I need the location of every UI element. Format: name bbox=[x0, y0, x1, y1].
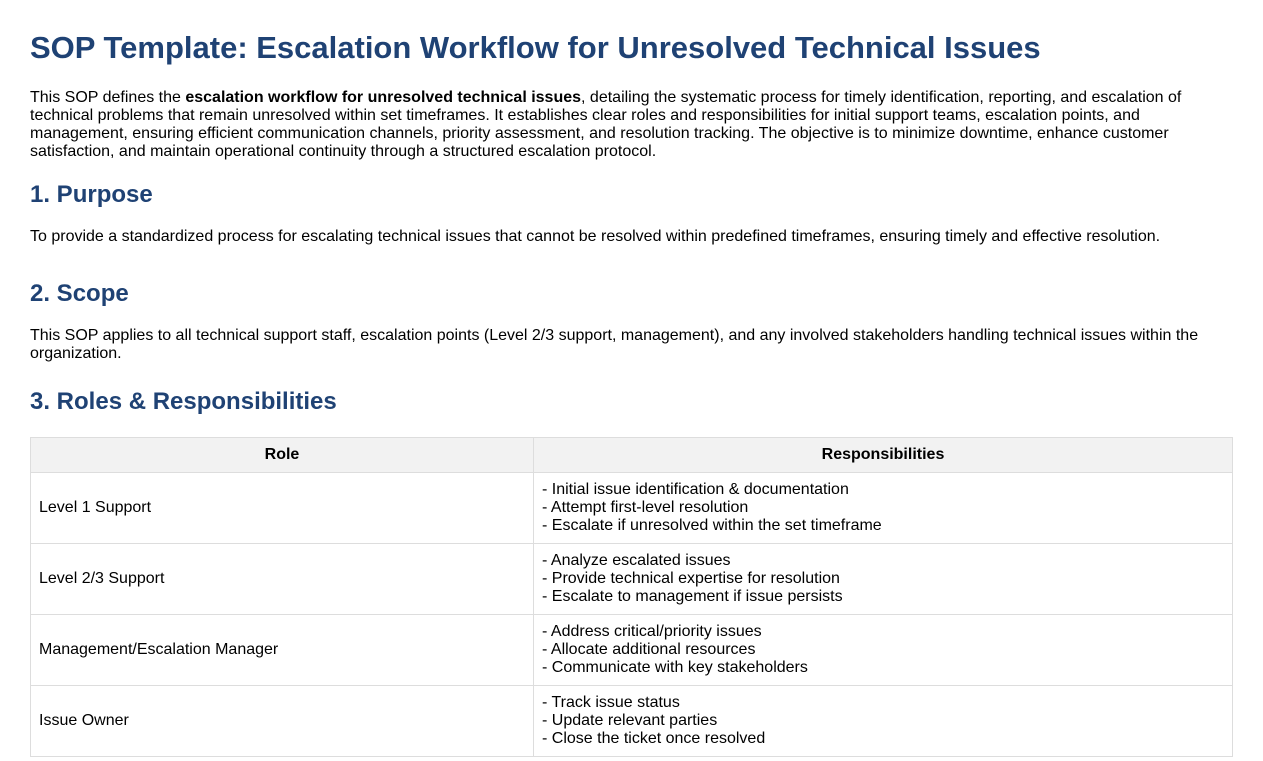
purpose-heading: 1. Purpose bbox=[30, 181, 153, 208]
responsibilities-cell bbox=[534, 473, 1233, 544]
responsibility-item: - Analyze escalated issues bbox=[542, 552, 731, 569]
responsibility-item: - Escalate to management if issue persists bbox=[542, 588, 843, 605]
table-row bbox=[31, 615, 1233, 686]
responsibilities-cell bbox=[534, 615, 1233, 686]
responsibility-item: - Address critical/priority issues bbox=[542, 623, 762, 640]
responsibility-item: - Close the ticket once resolved bbox=[542, 730, 766, 747]
responsibilities-cell bbox=[534, 544, 1233, 615]
document-page bbox=[0, 30, 1263, 757]
responsibilities-cell bbox=[534, 686, 1233, 757]
column-header-role: Role bbox=[31, 438, 534, 473]
table-row bbox=[31, 473, 1233, 544]
scope-heading: 2. Scope bbox=[30, 280, 129, 307]
table-row bbox=[31, 686, 1233, 757]
scope-text: This SOP applies to all technical support staff, escalation points (Level 2/3 support, management), and any involved stakeholders handling technical issues within the organization. bbox=[30, 327, 1199, 362]
responsibility-item: - Attempt first-level resolution bbox=[542, 499, 749, 516]
responsibility-item: - Provide technical expertise for resolution bbox=[542, 570, 840, 587]
intro-text-bold: escalation workflow for unresolved technical issues bbox=[185, 89, 582, 106]
role-cell: Management/Escalation Manager bbox=[31, 615, 534, 686]
roles-table bbox=[30, 437, 1233, 757]
intro-text-before: This SOP defines the bbox=[30, 89, 186, 106]
column-header-responsibilities: Responsibilities bbox=[534, 438, 1233, 473]
responsibility-item: - Track issue status bbox=[542, 694, 680, 711]
roles-heading: 3. Roles & Responsibilities bbox=[30, 388, 337, 415]
intro-paragraph bbox=[30, 89, 1220, 161]
responsibility-item: - Communicate with key stakeholders bbox=[542, 659, 808, 676]
purpose-text: To provide a standardized process for escalating technical issues that cannot be resolved within predefined timeframes, ensuring timely and effective resolution. bbox=[30, 228, 1161, 245]
role-cell: Level 1 Support bbox=[31, 473, 534, 544]
page-title: SOP Template: Escalation Workflow for Unresolved Technical Issues bbox=[30, 30, 1041, 65]
role-cell: Level 2/3 Support bbox=[31, 544, 534, 615]
roles-table-header-row bbox=[31, 438, 1233, 473]
responsibility-item: - Initial issue identification & documentation bbox=[542, 481, 849, 498]
table-row bbox=[31, 544, 1233, 615]
responsibility-item: - Update relevant parties bbox=[542, 712, 718, 729]
responsibility-item: - Escalate if unresolved within the set timeframe bbox=[542, 517, 882, 534]
intro-text-after: , detailing the systematic process for timely identification, reporting, and escalation of technical problems that remain unresolved within set timeframes. It establishes clear roles and responsibilities for initial support teams, escalation points, and management, ensuring efficient communication channels, priority assessment, and resolution tracking. The objective is to minimize downtime, enhance customer satisfaction, and maintain operational continuity through a structured escalation protocol. bbox=[30, 89, 1182, 160]
responsibility-item: - Allocate additional resources bbox=[542, 641, 756, 658]
role-cell: Issue Owner bbox=[31, 686, 534, 757]
